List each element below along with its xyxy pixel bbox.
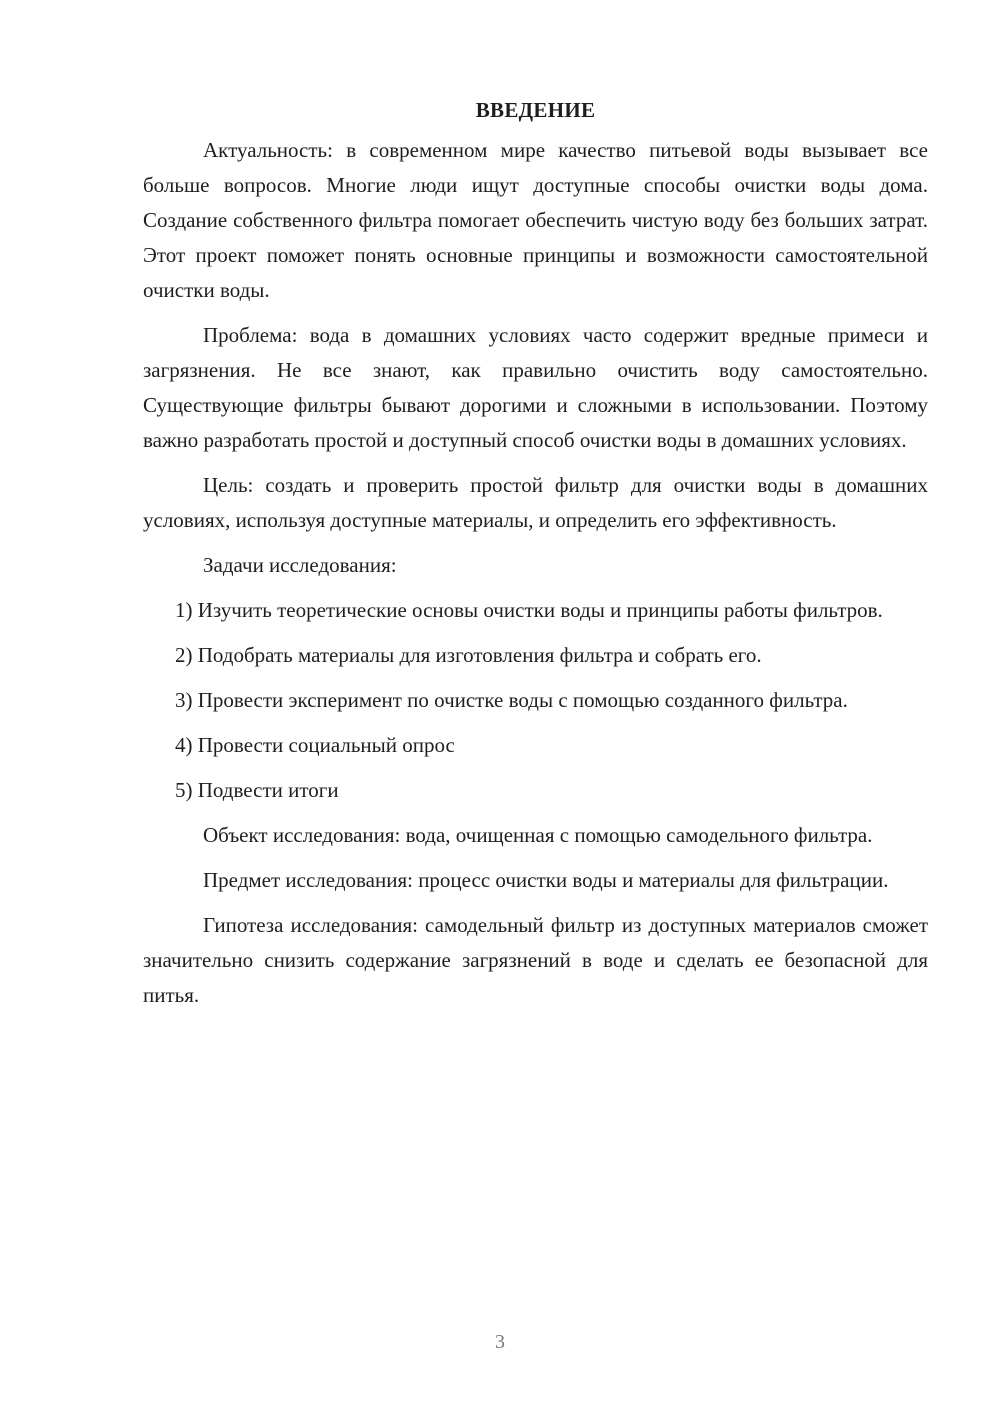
task-item-3: 3) Провести эксперимент по очистке воды с помощью созданного фильтра. xyxy=(175,688,848,712)
task-item-4: 4) Провести социальный опрос xyxy=(175,733,455,757)
task-item-1: 1) Изучить теоретические основы очистки воды и принципы работы фильтров. xyxy=(175,598,883,622)
paragraph-subject: Предмет исследования: процесс очистки воды и материалы для фильтрации. xyxy=(203,868,889,892)
page-title: ВВЕДЕНИЕ xyxy=(475,98,596,122)
tasks-heading: Задачи исследования: xyxy=(203,553,397,577)
task-item-2: 2) Подобрать материалы для изготовления фильтра и собрать его. xyxy=(175,643,762,667)
paragraph-relevance: Актуальность: в современном мире качество питьевой воды вызывает все больше вопросов. Многие люди ищут доступные способы очистки воды дома. Создание собственного фильтра помогает обеспечить чистую воду без больших затрат. Этот проект поможет понять основные принципы и возможности самостоятельной очистки воды. xyxy=(143,138,928,302)
task-item-5: 5) Подвести итоги xyxy=(175,778,339,802)
paragraph-object: Объект исследования: вода, очищенная с помощью самодельного фильтра. xyxy=(203,823,873,847)
paragraph-hypothesis: Гипотеза исследования: самодельный фильтр из доступных материалов сможет значительно снизить содержание загрязнений в воде и сделать ее безопасной для питья. xyxy=(143,913,928,1007)
paragraph-goal: Цель: создать и проверить простой фильтр для очистки воды в домашних условиях, используя доступные материалы, и определить его эффективность. xyxy=(143,473,928,532)
paragraph-problem: Проблема: вода в домашних условиях часто содержит вредные примеси и загрязнения. Не все знают, как правильно очистить воду самостоятельно. Существующие фильтры бывают дорогими и сложными в использовании. Поэтому важно разработать простой и доступный способ очистки воды в домашних условиях. xyxy=(143,323,928,452)
document-page xyxy=(143,92,928,1023)
page-number: 3 xyxy=(495,1331,505,1353)
